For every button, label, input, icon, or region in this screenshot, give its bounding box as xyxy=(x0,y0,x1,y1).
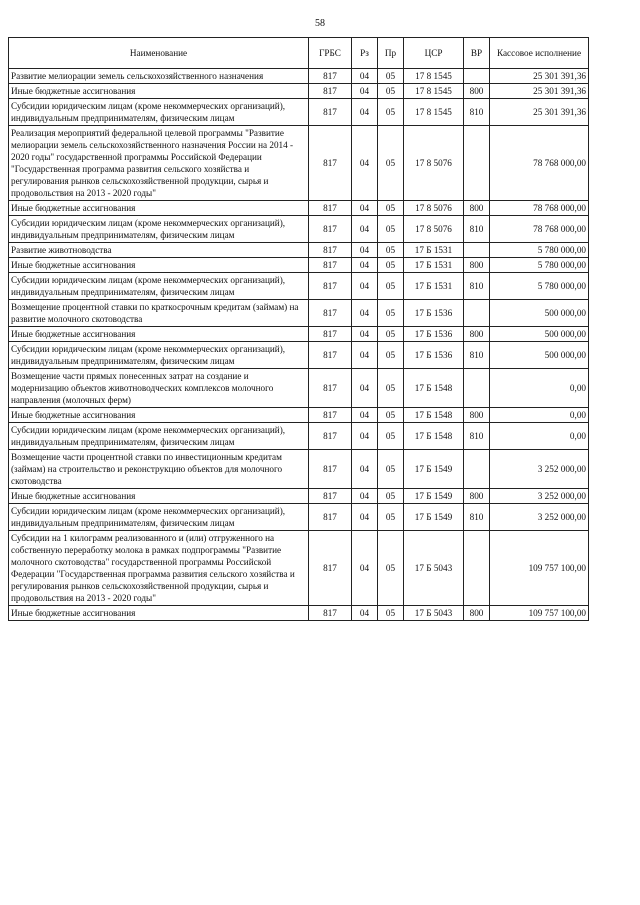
cell-name: Иные бюджетные ассигнования xyxy=(9,84,309,99)
cell-name: Субсидии юридическим лицам (кроме некоммерческих организаций), индивидуальным предпринимателям, физическим лицам xyxy=(9,99,309,126)
cell-name: Реализация мероприятий федеральной целевой программы "Развитие мелиорации земель сельскохозяйственного назначения России на 2014 - 2020 годы" государственной программы Российской Федерации "Государственная программа развития сельского хозяйства и регулирования рынков сельскохозяйственной продукции, сырья и продовольствия на 2013 - 2020 годы" xyxy=(9,126,309,201)
cell-grbs: 817 xyxy=(309,84,352,99)
table-row xyxy=(9,69,589,84)
cell-pr: 05 xyxy=(378,369,404,408)
cell-grbs: 817 xyxy=(309,504,352,531)
cell-name: Субсидии юридическим лицам (кроме некоммерческих организаций), индивидуальным предпринимателям, физическим лицам xyxy=(9,423,309,450)
cell-grbs: 817 xyxy=(309,606,352,621)
cell-vr xyxy=(464,369,490,408)
cell-rz: 04 xyxy=(352,201,378,216)
cell-rz: 04 xyxy=(352,300,378,327)
cell-csr: 17 8 5076 xyxy=(404,126,464,201)
cell-amount: 500 000,00 xyxy=(490,300,589,327)
cell-vr xyxy=(464,126,490,201)
cell-grbs: 817 xyxy=(309,423,352,450)
cell-csr: 17 8 1545 xyxy=(404,99,464,126)
cell-rz: 04 xyxy=(352,450,378,489)
cell-csr: 17 Б 1536 xyxy=(404,300,464,327)
cell-pr: 05 xyxy=(378,201,404,216)
cell-amount: 78 768 000,00 xyxy=(490,201,589,216)
table-row xyxy=(9,489,589,504)
table-body xyxy=(9,69,589,621)
cell-vr xyxy=(464,450,490,489)
cell-pr: 05 xyxy=(378,489,404,504)
table-row xyxy=(9,327,589,342)
cell-amount: 25 301 391,36 xyxy=(490,84,589,99)
cell-name: Субсидии на 1 килограмм реализованного и (или) отгруженного на собственную переработку молока в рамках подпрограммы "Развитие молочного скотоводства" государственной программы Российской Федерации "Государственная программа развития сельского хозяйства и регулирования рынков сельскохозяйственной продукции, сырья и продовольствия на 2013 - 2020 годы" xyxy=(9,531,309,606)
cell-csr: 17 Б 1549 xyxy=(404,489,464,504)
cell-name: Субсидии юридическим лицам (кроме некоммерческих организаций), индивидуальным предпринимателям, физическим лицам xyxy=(9,273,309,300)
cell-name: Иные бюджетные ассигнования xyxy=(9,408,309,423)
table-row xyxy=(9,201,589,216)
cell-csr: 17 Б 1536 xyxy=(404,327,464,342)
cell-name: Развитие мелиорации земель сельскохозяйственного назначения xyxy=(9,69,309,84)
table-row xyxy=(9,300,589,327)
cell-amount: 25 301 391,36 xyxy=(490,69,589,84)
cell-rz: 04 xyxy=(352,327,378,342)
cell-rz: 04 xyxy=(352,489,378,504)
table-row xyxy=(9,369,589,408)
cell-vr: 800 xyxy=(464,408,490,423)
header-csr: ЦСР xyxy=(404,38,464,69)
cell-pr: 05 xyxy=(378,423,404,450)
cell-amount: 5 780 000,00 xyxy=(490,273,589,300)
cell-amount: 500 000,00 xyxy=(490,327,589,342)
cell-vr: 800 xyxy=(464,84,490,99)
cell-vr: 800 xyxy=(464,606,490,621)
cell-rz: 04 xyxy=(352,126,378,201)
cell-amount: 3 252 000,00 xyxy=(490,504,589,531)
cell-csr: 17 Б 5043 xyxy=(404,531,464,606)
cell-name: Иные бюджетные ассигнования xyxy=(9,606,309,621)
cell-amount: 3 252 000,00 xyxy=(490,450,589,489)
table-row xyxy=(9,504,589,531)
cell-rz: 04 xyxy=(352,258,378,273)
table-header-row xyxy=(9,38,589,69)
cell-grbs: 817 xyxy=(309,201,352,216)
cell-vr: 810 xyxy=(464,273,490,300)
cell-pr: 05 xyxy=(378,342,404,369)
cell-pr: 05 xyxy=(378,450,404,489)
cell-name: Субсидии юридическим лицам (кроме некоммерческих организаций), индивидуальным предпринимателям, физическим лицам xyxy=(9,342,309,369)
cell-rz: 04 xyxy=(352,408,378,423)
cell-grbs: 817 xyxy=(309,258,352,273)
cell-amount: 109 757 100,00 xyxy=(490,531,589,606)
cell-pr: 05 xyxy=(378,300,404,327)
cell-pr: 05 xyxy=(378,606,404,621)
cell-csr: 17 Б 1531 xyxy=(404,243,464,258)
cell-name: Иные бюджетные ассигнования xyxy=(9,201,309,216)
header-amount: Кассовое исполнение xyxy=(490,38,589,69)
header-name: Наименование xyxy=(9,38,309,69)
cell-csr: 17 8 5076 xyxy=(404,201,464,216)
cell-rz: 04 xyxy=(352,216,378,243)
cell-name: Возмещение процентной ставки по краткосрочным кредитам (займам) на развитие молочного скотоводства xyxy=(9,300,309,327)
table-row xyxy=(9,450,589,489)
cell-pr: 05 xyxy=(378,327,404,342)
cell-rz: 04 xyxy=(352,342,378,369)
cell-rz: 04 xyxy=(352,69,378,84)
cell-vr: 800 xyxy=(464,327,490,342)
cell-csr: 17 Б 1531 xyxy=(404,273,464,300)
cell-vr: 810 xyxy=(464,216,490,243)
cell-name: Иные бюджетные ассигнования xyxy=(9,258,309,273)
table-row xyxy=(9,423,589,450)
cell-grbs: 817 xyxy=(309,99,352,126)
cell-rz: 04 xyxy=(352,84,378,99)
cell-name: Возмещение части процентной ставки по инвестиционным кредитам (займам) на строительство и реконструкцию объектов для молочного скотоводства xyxy=(9,450,309,489)
cell-pr: 05 xyxy=(378,216,404,243)
cell-amount: 5 780 000,00 xyxy=(490,258,589,273)
cell-rz: 04 xyxy=(352,369,378,408)
cell-pr: 05 xyxy=(378,84,404,99)
cell-csr: 17 Б 1536 xyxy=(404,342,464,369)
cell-pr: 05 xyxy=(378,408,404,423)
cell-grbs: 817 xyxy=(309,450,352,489)
cell-grbs: 817 xyxy=(309,369,352,408)
cell-pr: 05 xyxy=(378,243,404,258)
cell-rz: 04 xyxy=(352,273,378,300)
cell-vr xyxy=(464,300,490,327)
cell-rz: 04 xyxy=(352,99,378,126)
cell-rz: 04 xyxy=(352,423,378,450)
cell-grbs: 817 xyxy=(309,531,352,606)
header-rz: Рз xyxy=(352,38,378,69)
cell-pr: 05 xyxy=(378,258,404,273)
cell-vr xyxy=(464,531,490,606)
cell-vr xyxy=(464,243,490,258)
cell-vr: 810 xyxy=(464,99,490,126)
cell-csr: 17 Б 1549 xyxy=(404,504,464,531)
cell-vr xyxy=(464,69,490,84)
cell-amount: 0,00 xyxy=(490,423,589,450)
cell-name: Развитие животноводства xyxy=(9,243,309,258)
cell-amount: 78 768 000,00 xyxy=(490,126,589,201)
table-row xyxy=(9,408,589,423)
cell-amount: 25 301 391,36 xyxy=(490,99,589,126)
cell-amount: 5 780 000,00 xyxy=(490,243,589,258)
cell-csr: 17 Б 5043 xyxy=(404,606,464,621)
cell-vr: 810 xyxy=(464,504,490,531)
cell-pr: 05 xyxy=(378,504,404,531)
cell-name: Иные бюджетные ассигнования xyxy=(9,489,309,504)
cell-grbs: 817 xyxy=(309,489,352,504)
cell-vr: 800 xyxy=(464,201,490,216)
table-row xyxy=(9,126,589,201)
cell-grbs: 817 xyxy=(309,69,352,84)
cell-vr: 800 xyxy=(464,258,490,273)
cell-pr: 05 xyxy=(378,69,404,84)
table-row xyxy=(9,216,589,243)
cell-vr: 810 xyxy=(464,423,490,450)
table-row xyxy=(9,84,589,99)
cell-name: Возмещение части прямых понесенных затрат на создание и модернизацию объектов животноводческих комплексов молочного направления (молочных ферм) xyxy=(9,369,309,408)
page-number: 58 xyxy=(315,18,325,29)
header-grbs: ГРБС xyxy=(309,38,352,69)
header-vr: ВР xyxy=(464,38,490,69)
cell-csr: 17 8 1545 xyxy=(404,69,464,84)
cell-pr: 05 xyxy=(378,531,404,606)
cell-csr: 17 Б 1548 xyxy=(404,408,464,423)
cell-grbs: 817 xyxy=(309,243,352,258)
cell-grbs: 817 xyxy=(309,408,352,423)
cell-name: Субсидии юридическим лицам (кроме некоммерческих организаций), индивидуальным предпринимателям, физическим лицам xyxy=(9,504,309,531)
cell-pr: 05 xyxy=(378,99,404,126)
cell-name: Субсидии юридическим лицам (кроме некоммерческих организаций), индивидуальным предпринимателям, физическим лицам xyxy=(9,216,309,243)
cell-vr: 800 xyxy=(464,489,490,504)
cell-name: Иные бюджетные ассигнования xyxy=(9,327,309,342)
cell-grbs: 817 xyxy=(309,126,352,201)
table-row xyxy=(9,606,589,621)
cell-rz: 04 xyxy=(352,243,378,258)
cell-csr: 17 Б 1548 xyxy=(404,423,464,450)
cell-pr: 05 xyxy=(378,273,404,300)
budget-execution-table xyxy=(8,37,589,621)
cell-grbs: 817 xyxy=(309,273,352,300)
cell-grbs: 817 xyxy=(309,216,352,243)
cell-grbs: 817 xyxy=(309,327,352,342)
table-row xyxy=(9,342,589,369)
cell-rz: 04 xyxy=(352,504,378,531)
cell-csr: 17 8 5076 xyxy=(404,216,464,243)
table-row xyxy=(9,243,589,258)
table-row xyxy=(9,273,589,300)
cell-rz: 04 xyxy=(352,531,378,606)
cell-amount: 3 252 000,00 xyxy=(490,489,589,504)
cell-csr: 17 Б 1549 xyxy=(404,450,464,489)
cell-amount: 0,00 xyxy=(490,369,589,408)
cell-amount: 500 000,00 xyxy=(490,342,589,369)
header-pr: Пр xyxy=(378,38,404,69)
table-row xyxy=(9,258,589,273)
table-row xyxy=(9,99,589,126)
cell-amount: 0,00 xyxy=(490,408,589,423)
cell-amount: 78 768 000,00 xyxy=(490,216,589,243)
cell-csr: 17 8 1545 xyxy=(404,84,464,99)
cell-vr: 810 xyxy=(464,342,490,369)
cell-grbs: 817 xyxy=(309,342,352,369)
cell-amount: 109 757 100,00 xyxy=(490,606,589,621)
cell-pr: 05 xyxy=(378,126,404,201)
cell-grbs: 817 xyxy=(309,300,352,327)
cell-rz: 04 xyxy=(352,606,378,621)
table-row xyxy=(9,531,589,606)
cell-csr: 17 Б 1548 xyxy=(404,369,464,408)
cell-csr: 17 Б 1531 xyxy=(404,258,464,273)
